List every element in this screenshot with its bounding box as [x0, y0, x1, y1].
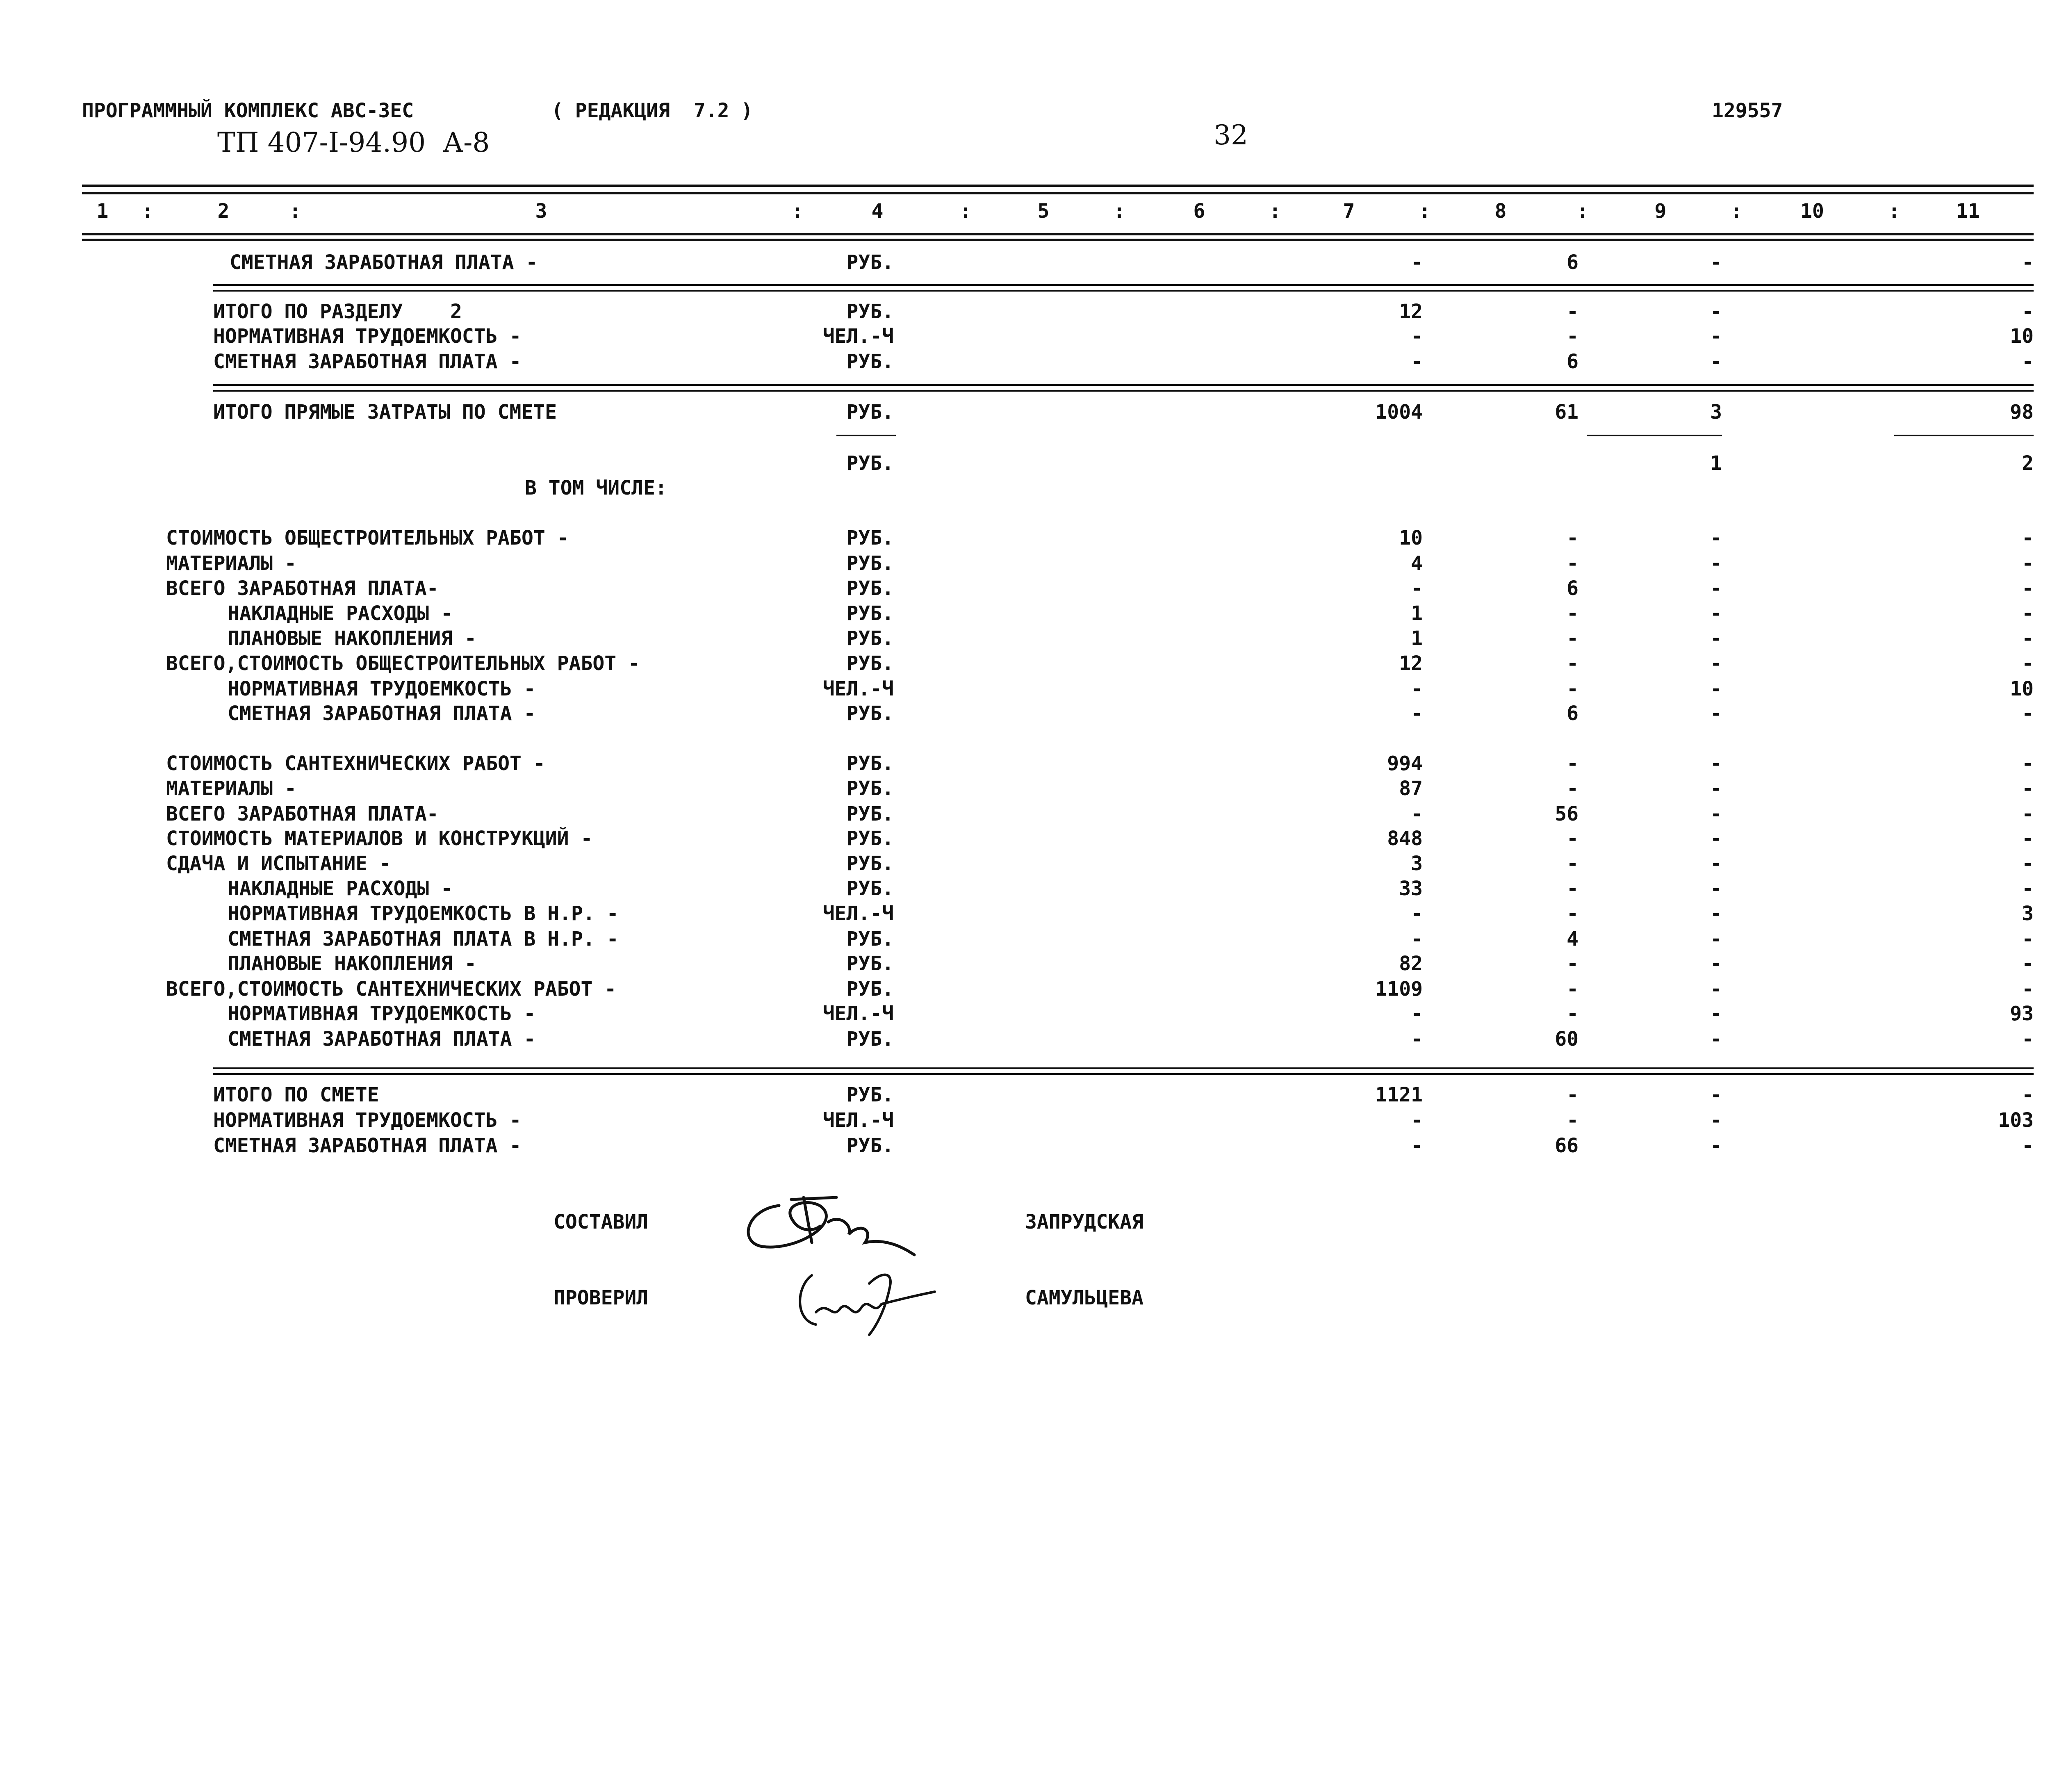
column-header-rule — [82, 239, 2034, 241]
row-unit: РУБ. — [846, 752, 894, 775]
cell-col11: - — [2022, 1134, 2034, 1157]
row-label: ВСЕГО,СТОИМОСТЬ САНТЕХНИЧЕСКИХ РАБОТ - — [166, 978, 617, 1001]
cell-col7: - — [1411, 1134, 1423, 1157]
cell-col9: - — [1710, 527, 1722, 549]
cell-col7: 12 — [1399, 652, 1423, 675]
cell-col11: - — [2022, 952, 2034, 975]
cell-col7: 4 — [1411, 552, 1423, 575]
column-number: 10 — [1800, 200, 1824, 223]
column-separator: : — [141, 200, 154, 223]
cell-col8: - — [1567, 602, 1578, 625]
cell-col11: - — [2022, 702, 2034, 725]
row-label: НОРМАТИВНАЯ ТРУДОЕМКОСТЬ - — [228, 677, 536, 700]
cell-col9: - — [1710, 1002, 1722, 1025]
cell-col9: - — [1710, 652, 1722, 675]
cell-col8: - — [1567, 1109, 1578, 1132]
cell-col7: 3 — [1411, 852, 1423, 875]
row-label: СМЕТНАЯ ЗАРАБОТНАЯ ПЛАТА - — [228, 702, 536, 725]
section-rule — [213, 290, 2034, 292]
checked-by-label: ПРОВЕРИЛ — [554, 1286, 649, 1309]
column-number: 3 — [535, 200, 547, 223]
cell-col9: 1 — [1710, 452, 1722, 475]
column-separator: : — [1576, 200, 1589, 223]
column-number: 1 — [96, 200, 109, 223]
row-unit: РУБ. — [846, 300, 894, 323]
cell-col11: - — [2022, 577, 2034, 600]
cell-col8: - — [1567, 877, 1578, 900]
row-unit: РУБ. — [846, 1134, 894, 1157]
checked-signature — [787, 1263, 959, 1337]
document-code: ТП 407-I-94.90 А-8 — [217, 127, 490, 158]
cell-col8: - — [1567, 827, 1578, 850]
cell-col7: - — [1411, 350, 1423, 373]
row-unit: РУБ. — [846, 350, 894, 373]
row-unit: РУБ. — [846, 577, 894, 600]
cell-col9: - — [1710, 1028, 1722, 1051]
table-top-rule — [82, 185, 2034, 187]
row-unit: ЧЕЛ.-Ч — [822, 902, 894, 925]
cell-col7: 1121 — [1375, 1083, 1423, 1106]
compiled-by-label: СОСТАВИЛ — [554, 1211, 649, 1233]
cell-col9: - — [1710, 577, 1722, 600]
row-label: НОРМАТИВНАЯ ТРУДОЕМКОСТЬ В Н.Р. - — [228, 902, 619, 925]
cell-col9: - — [1710, 300, 1722, 323]
row-unit: РУБ. — [846, 552, 894, 575]
cell-col7: 12 — [1399, 300, 1423, 323]
cell-col11: - — [2022, 978, 2034, 1001]
cell-col9: - — [1710, 928, 1722, 951]
cell-col7: 1109 — [1375, 978, 1423, 1001]
cell-col11: - — [2022, 852, 2034, 875]
row-unit: РУБ. — [846, 877, 894, 900]
cell-col8: 6 — [1567, 577, 1578, 600]
row-label: ПЛАНОВЫЕ НАКОПЛЕНИЯ - — [228, 627, 476, 650]
row-unit: ЧЕЛ.-Ч — [822, 1109, 894, 1132]
cell-col9: - — [1710, 752, 1722, 775]
cell-col7: 1 — [1411, 627, 1423, 650]
row-unit: РУБ. — [846, 978, 894, 1001]
cell-col9: - — [1710, 702, 1722, 725]
section-rule — [213, 1073, 2034, 1075]
cell-col11: 2 — [2022, 452, 2034, 475]
cell-col9: - — [1710, 1083, 1722, 1106]
cell-col8: - — [1567, 325, 1578, 348]
cell-col7: - — [1411, 803, 1423, 825]
row-label: СДАЧА И ИСПЫТАНИЕ - — [166, 852, 392, 875]
row-unit: РУБ. — [846, 401, 894, 424]
compiled-by-name: ЗАПРУДСКАЯ — [1025, 1211, 1143, 1233]
cell-col7: 82 — [1399, 952, 1423, 975]
cell-col11: - — [2022, 527, 2034, 549]
row-unit: РУБ. — [846, 527, 894, 549]
row-unit: РУБ. — [846, 702, 894, 725]
cell-col8: - — [1567, 852, 1578, 875]
row-unit: РУБ. — [846, 652, 894, 675]
cell-col11: - — [2022, 1083, 2034, 1106]
row-label: В ТОМ ЧИСЛЕ: — [525, 476, 667, 499]
column-number: 2 — [217, 200, 230, 223]
row-unit: РУБ. — [846, 852, 894, 875]
cell-col11: - — [2022, 1028, 2034, 1051]
row-label: НАКЛАДНЫЕ РАСХОДЫ - — [228, 877, 453, 900]
cell-col9: - — [1710, 852, 1722, 875]
row-unit: РУБ. — [846, 827, 894, 850]
cell-col8: 6 — [1567, 251, 1578, 274]
row-unit: РУБ. — [846, 803, 894, 825]
cell-col8: - — [1567, 952, 1578, 975]
cell-col7: 1 — [1411, 602, 1423, 625]
cell-col8: 56 — [1555, 803, 1578, 825]
cell-col11: - — [2022, 602, 2034, 625]
cell-col7: 87 — [1399, 777, 1423, 800]
cell-col7: - — [1411, 1002, 1423, 1025]
cell-col7: 33 — [1399, 877, 1423, 900]
cell-col7: - — [1411, 902, 1423, 925]
document-number: 129557 — [1712, 99, 1783, 122]
row-unit: РУБ. — [846, 928, 894, 951]
cell-col9: 3 — [1710, 401, 1722, 424]
row-unit: РУБ. — [846, 1083, 894, 1106]
cell-col11: - — [2022, 627, 2034, 650]
cell-col9: - — [1710, 1134, 1722, 1157]
row-label: НОРМАТИВНАЯ ТРУДОЕМКОСТЬ - — [213, 1109, 522, 1132]
cell-col9: - — [1710, 877, 1722, 900]
row-label: ВСЕГО ЗАРАБОТНАЯ ПЛАТА- — [166, 577, 439, 600]
row-label: ИТОГО ПО РАЗДЕЛУ 2 — [213, 300, 462, 323]
cell-col9: - — [1710, 677, 1722, 700]
row-unit: РУБ. — [846, 627, 894, 650]
column-header-rule — [82, 233, 2034, 235]
section-rule — [213, 284, 2034, 286]
row-unit: РУБ. — [846, 1028, 894, 1051]
row-label: МАТЕРИАЛЫ - — [166, 552, 296, 575]
cell-col9: - — [1710, 952, 1722, 975]
cell-col11: - — [2022, 803, 2034, 825]
cell-col9: - — [1710, 325, 1722, 348]
cell-col7: - — [1411, 677, 1423, 700]
row-unit: ЧЕЛ.-Ч — [822, 1002, 894, 1025]
cell-col11: - — [2022, 752, 2034, 775]
row-unit: РУБ. — [846, 777, 894, 800]
cell-col7: - — [1411, 325, 1423, 348]
cell-col11: - — [2022, 251, 2034, 274]
row-label: МАТЕРИАЛЫ - — [166, 777, 296, 800]
edition-label: ( РЕДАКЦИЯ 7.2 ) — [551, 99, 753, 122]
cell-col9: - — [1710, 1109, 1722, 1132]
unit-underline — [836, 435, 896, 436]
column-number: 4 — [871, 200, 884, 223]
row-unit: РУБ. — [846, 952, 894, 975]
column-separator: : — [1113, 200, 1125, 223]
program-name: ПРОГРАММНЫЙ КОМПЛЕКС АВС-3ЕС — [82, 99, 414, 122]
cell-col7: - — [1411, 702, 1423, 725]
cell-col9: - — [1710, 251, 1722, 274]
row-label: ИТОГО ПРЯМЫЕ ЗАТРАТЫ ПО СМЕТЕ — [213, 401, 557, 424]
cell-col8: 6 — [1567, 702, 1578, 725]
cell-col8: - — [1567, 652, 1578, 675]
cell-col8: - — [1567, 777, 1578, 800]
checked-by-name: САМУЛЬЦЕВА — [1025, 1286, 1143, 1309]
cell-col9: - — [1710, 803, 1722, 825]
row-label: СМЕТНАЯ ЗАРАБОТНАЯ ПЛАТА - — [213, 350, 522, 373]
section-rule — [213, 390, 2034, 392]
cell-col8: 4 — [1567, 928, 1578, 951]
column-separator: : — [1730, 200, 1742, 223]
cell-col8: - — [1567, 1002, 1578, 1025]
cell-col9: - — [1710, 827, 1722, 850]
cell-col9: - — [1710, 902, 1722, 925]
cell-col11: - — [2022, 877, 2034, 900]
cell-col8: 6 — [1567, 350, 1578, 373]
row-label: СТОИМОСТЬ МАТЕРИАЛОВ И КОНСТРУКЦИЙ - — [166, 827, 593, 850]
column-number: 7 — [1343, 200, 1355, 223]
cell-col11: - — [2022, 350, 2034, 373]
row-label: ВСЕГО ЗАРАБОТНАЯ ПЛАТА- — [166, 803, 439, 825]
cell-col11: - — [2022, 928, 2034, 951]
cell-col7: 10 — [1399, 527, 1423, 549]
cell-col8: - — [1567, 1083, 1578, 1106]
cell-col11: 93 — [2010, 1002, 2034, 1025]
cell-col11: - — [2022, 827, 2034, 850]
cell-col8: 61 — [1555, 401, 1578, 424]
cell-col9: - — [1710, 777, 1722, 800]
cell-col8: 60 — [1555, 1028, 1578, 1051]
cell-col8: - — [1567, 902, 1578, 925]
row-label: СМЕТНАЯ ЗАРАБОТНАЯ ПЛАТА - — [213, 1134, 522, 1157]
cell-col7: - — [1411, 251, 1423, 274]
row-label: НОРМАТИВНАЯ ТРУДОЕМКОСТЬ - — [228, 1002, 536, 1025]
cell-col8: - — [1567, 527, 1578, 549]
column-separator: : — [289, 200, 301, 223]
cell-col11: 10 — [2010, 325, 2034, 348]
column-separator: : — [959, 200, 972, 223]
cell-col7: - — [1411, 1028, 1423, 1051]
row-label: НАКЛАДНЫЕ РАСХОДЫ - — [228, 602, 453, 625]
cell-col11: - — [2022, 777, 2034, 800]
cell-col7: - — [1411, 577, 1423, 600]
row-label: ВСЕГО,СТОИМОСТЬ ОБЩЕСТРОИТЕЛЬНЫХ РАБОТ - — [166, 652, 640, 675]
cell-col8: - — [1567, 627, 1578, 650]
row-label: СТОИМОСТЬ САНТЕХНИЧЕСКИХ РАБОТ - — [166, 752, 545, 775]
column-separator: : — [1269, 200, 1281, 223]
cell-col8: - — [1567, 300, 1578, 323]
row-unit: ЧЕЛ.-Ч — [822, 677, 894, 700]
cell-col8: - — [1567, 752, 1578, 775]
column-separator: : — [1419, 200, 1431, 223]
row-label: СМЕТНАЯ ЗАРАБОТНАЯ ПЛАТА - — [228, 1028, 536, 1051]
cell-col11: 103 — [1998, 1109, 2034, 1132]
column-separator: : — [791, 200, 804, 223]
row-label: ИТОГО ПО СМЕТЕ — [213, 1083, 379, 1106]
cell-col9: - — [1710, 552, 1722, 575]
cell-col7: - — [1411, 1109, 1423, 1132]
cell-col11: - — [2022, 300, 2034, 323]
row-label: СМЕТНАЯ ЗАРАБОТНАЯ ПЛАТА В Н.Р. - — [228, 928, 619, 951]
cell-col9: - — [1710, 350, 1722, 373]
table-top-rule — [82, 192, 2034, 194]
row-label: СТОИМОСТЬ ОБЩЕСТРОИТЕЛЬНЫХ РАБОТ - — [166, 527, 569, 549]
cell-col8: - — [1567, 978, 1578, 1001]
cell-col7: 1004 — [1375, 401, 1423, 424]
column-number: 8 — [1494, 200, 1507, 223]
cell-col8: 66 — [1555, 1134, 1578, 1157]
section-rule — [213, 1067, 2034, 1069]
row-unit: РУБ. — [846, 251, 894, 274]
total-underline — [1587, 435, 1722, 436]
cell-col7: 848 — [1387, 827, 1423, 850]
cell-col9: - — [1710, 978, 1722, 1001]
column-separator: : — [1888, 200, 1900, 223]
cell-col11: 10 — [2010, 677, 2034, 700]
cell-col11: 3 — [2022, 902, 2034, 925]
row-unit: ЧЕЛ.-Ч — [822, 325, 894, 348]
cell-col11: 98 — [2010, 401, 2034, 424]
row-unit: РУБ. — [846, 452, 894, 475]
cell-col11: - — [2022, 652, 2034, 675]
row-label: СМЕТНАЯ ЗАРАБОТНАЯ ПЛАТА - — [230, 251, 538, 274]
column-number: 9 — [1654, 200, 1667, 223]
column-number: 6 — [1193, 200, 1205, 223]
row-unit: РУБ. — [846, 602, 894, 625]
cell-col8: - — [1567, 677, 1578, 700]
total-underline — [1894, 435, 2034, 436]
cell-col8: - — [1567, 552, 1578, 575]
cell-col7: - — [1411, 928, 1423, 951]
column-number: 11 — [1956, 200, 1980, 223]
cell-col9: - — [1710, 602, 1722, 625]
cell-col9: - — [1710, 627, 1722, 650]
cell-col11: - — [2022, 552, 2034, 575]
section-rule — [213, 384, 2034, 386]
cell-col7: 994 — [1387, 752, 1423, 775]
column-number: 5 — [1037, 200, 1050, 223]
page-number: 32 — [1214, 119, 1248, 151]
row-label: ПЛАНОВЫЕ НАКОПЛЕНИЯ - — [228, 952, 476, 975]
compiled-signature — [730, 1181, 959, 1271]
row-label: НОРМАТИВНАЯ ТРУДОЕМКОСТЬ - — [213, 325, 522, 348]
